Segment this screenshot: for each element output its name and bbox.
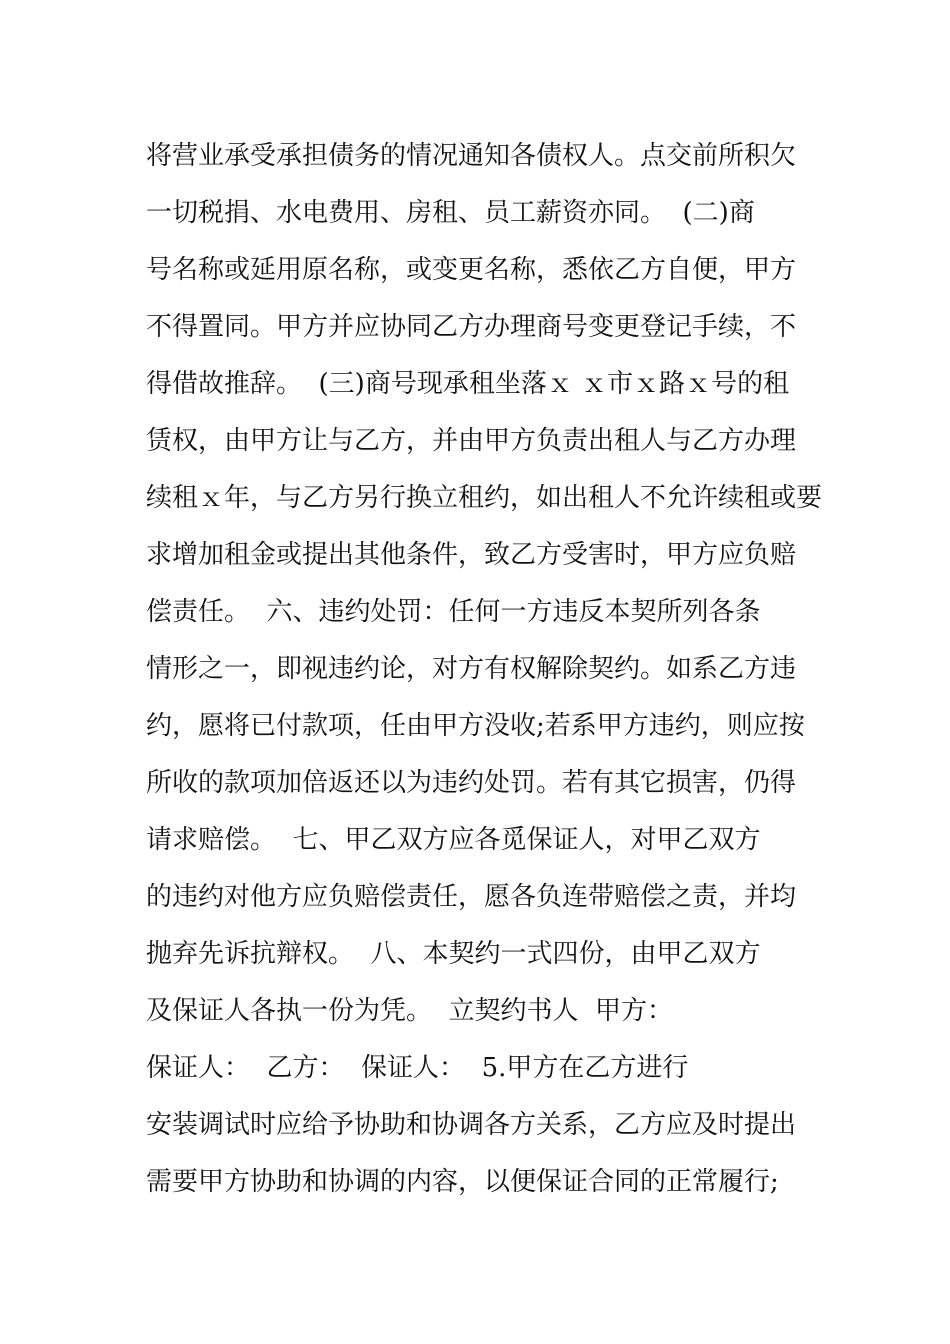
text-line-1: 将营业承受承担债务的情况通知各债权人。点交前所积欠 (146, 141, 797, 171)
document-body (146, 128, 823, 1211)
text-line-8: 求增加租金或提出其他条件，致乙方受害时，甲方应负赔 (146, 540, 797, 570)
text-line-12: 所收的款项加倍返还以为违约处罚。若有其它损害，仍得 (146, 768, 797, 798)
text-line-17: 保证人： 乙方： 保证人： 5.甲方在乙方进行 (146, 1053, 689, 1083)
text-line-5: 得借故推辞。 (三)商号现承租坐落ｘ ｘ市ｘ路ｘ号的租 (146, 369, 790, 399)
text-line-10: 情形之一，即视违约论，对方有权解除契约。如系乙方违 (146, 654, 797, 684)
text-line-2: 一切税捐、水电费用、房租、员工薪资亦同。 (二)商 (146, 198, 755, 228)
text-line-11: 约，愿将已付款项，任由甲方没收;若系甲方违约，则应按 (146, 711, 805, 741)
text-line-15: 抛弃先诉抗辩权。 八、本契约一式四份，由甲乙双方 (146, 939, 761, 969)
text-line-6: 赁权，由甲方让与乙方，并由甲方负责出租人与乙方办理 (146, 426, 797, 456)
text-line-18: 安装调试时应给予协助和协调各方关系，乙方应及时提出 (146, 1110, 797, 1140)
text-line-4: 不得置同。甲方并应协同乙方办理商号变更登记手续，不 (146, 312, 797, 342)
text-line-16: 及保证人各执一份为凭。 立契约书人 甲方： (146, 996, 674, 1026)
text-line-3: 号名称或延用原名称，或变更名称，悉依乙方自便，甲方 (146, 255, 797, 285)
text-line-19: 需要甲方协助和协调的内容，以便保证合同的正常履行; (146, 1167, 779, 1197)
text-line-7: 续租ｘ年，与乙方另行换立租约，如出租人不允许续租或要 (146, 483, 823, 513)
text-line-9: 偿责任。 六、违约处罚：任何一方违反本契所列各条 (146, 597, 761, 627)
text-line-14: 的违约对他方应负赔偿责任，愿各负连带赔偿之责，并均 (146, 882, 797, 912)
text-line-13: 请求赔偿。 七、甲乙双方应各觅保证人，对甲乙双方 (146, 825, 761, 855)
